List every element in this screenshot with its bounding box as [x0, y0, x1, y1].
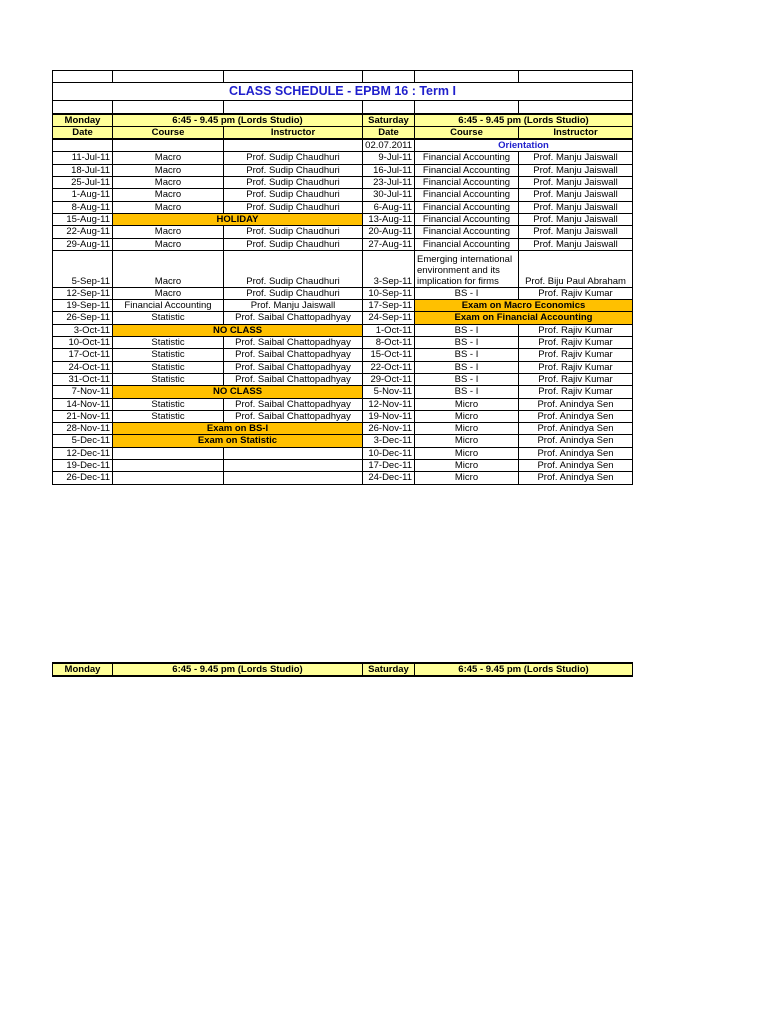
date-header-saturday: Date — [363, 126, 415, 139]
saturday-date-cell: 22-Oct-11 — [363, 361, 415, 373]
saturday-instructor-cell: Prof. Rajiv Kumar — [519, 386, 633, 398]
table-row — [53, 361, 633, 373]
saturday-date-cell: 29-Oct-11 — [363, 373, 415, 385]
bottom-time-left: 6:45 - 9.45 pm (Lords Studio) — [113, 663, 363, 676]
saturday-date-cell: 24-Dec-11 — [363, 472, 415, 484]
bottom-monday: Monday — [53, 663, 113, 676]
saturday-date-cell: 9-Jul-11 — [363, 152, 415, 164]
monday-date-cell: 3-Oct-11 — [53, 324, 113, 336]
monday-date-cell: 18-Jul-11 — [53, 164, 113, 176]
saturday-date-cell: 17-Dec-11 — [363, 460, 415, 472]
table-row — [53, 287, 633, 299]
monday-event-cell: NO CLASS — [113, 386, 363, 398]
monday-course-cell: Macro — [113, 238, 224, 250]
saturday-date-cell: 5-Nov-11 — [363, 386, 415, 398]
saturday-event-cell: Exam on Macro Economics — [415, 300, 633, 312]
monday-instructor-cell: Prof. Sudip Chaudhuri — [224, 152, 363, 164]
saturday-date-cell: 24-Sep-11 — [363, 312, 415, 324]
table-row — [53, 447, 633, 459]
saturday-instructor-cell: Prof. Anindya Sen — [519, 398, 633, 410]
saturday-course-cell: BS - I — [415, 337, 519, 349]
monday-instructor-cell: Prof. Saibal Chattopadhyay — [224, 337, 363, 349]
monday-course-cell: Financial Accounting — [113, 300, 224, 312]
saturday-date-cell: 30-Jul-11 — [363, 189, 415, 201]
monday-course-cell: Statistic — [113, 410, 224, 422]
saturday-date-cell: 3-Dec-11 — [363, 435, 415, 447]
date-header: Date — [53, 126, 113, 139]
table-row — [53, 398, 633, 410]
saturday-date-cell: 3-Sep-11 — [363, 250, 415, 287]
saturday-instructor-cell: Prof. Manju Jaiswall — [519, 213, 633, 225]
table-row — [53, 349, 633, 361]
monday-instructor-cell: Prof. Saibal Chattopadhyay — [224, 373, 363, 385]
monday-event-cell: Exam on Statistic — [113, 435, 363, 447]
schedule-table — [52, 70, 633, 485]
saturday-date-cell: 16-Jul-11 — [363, 164, 415, 176]
monday-date-cell: 12-Dec-11 — [53, 447, 113, 459]
saturday-course-cell: Micro — [415, 472, 519, 484]
saturday-instructor-cell: Prof. Anindya Sen — [519, 472, 633, 484]
table-row — [53, 238, 633, 250]
saturday-instructor-cell: Prof. Rajiv Kumar — [519, 373, 633, 385]
bottom-header-row — [53, 663, 633, 676]
saturday-instructor-cell: Prof. Rajiv Kumar — [519, 324, 633, 336]
monday-date-cell: 29-Aug-11 — [53, 238, 113, 250]
monday-course-cell: Statistic — [113, 349, 224, 361]
instructor-header: Instructor — [224, 126, 363, 139]
table-row — [53, 337, 633, 349]
monday-date-cell: 19-Sep-11 — [53, 300, 113, 312]
saturday-date-cell: 20-Aug-11 — [363, 226, 415, 238]
table-row — [53, 177, 633, 189]
monday-date-cell: 26-Dec-11 — [53, 472, 113, 484]
saturday-course-cell: Micro — [415, 410, 519, 422]
saturday-date-cell: 12-Nov-11 — [363, 398, 415, 410]
table-row — [53, 460, 633, 472]
saturday-instructor-cell: Prof. Manju Jaiswall — [519, 177, 633, 189]
saturday-course-cell: Financial Accounting — [415, 201, 519, 213]
saturday-course-cell: Micro — [415, 435, 519, 447]
monday-course-cell — [113, 472, 224, 484]
header-row-2 — [53, 126, 633, 139]
table-row — [53, 410, 633, 422]
bottom-header-bar — [52, 662, 633, 677]
monday-date-cell: 7-Nov-11 — [53, 386, 113, 398]
table-row — [53, 435, 633, 447]
monday-instructor-cell: Prof. Manju Jaiswall — [224, 300, 363, 312]
monday-date-cell: 17-Oct-11 — [53, 349, 113, 361]
saturday-date-cell: 6-Aug-11 — [363, 201, 415, 213]
saturday-instructor-cell: Prof. Manju Jaiswall — [519, 226, 633, 238]
monday-course-cell — [113, 460, 224, 472]
monday-date-cell: 24-Oct-11 — [53, 361, 113, 373]
saturday-instructor-cell: Prof. Manju Jaiswall — [519, 201, 633, 213]
saturday-instructor-cell: Prof. Rajiv Kumar — [519, 287, 633, 299]
monday-date-cell: 31-Oct-11 — [53, 373, 113, 385]
saturday-instructor-cell: Prof. Manju Jaiswall — [519, 152, 633, 164]
table-row — [53, 250, 633, 287]
monday-date-cell: 22-Aug-11 — [53, 226, 113, 238]
saturday-course-cell: Financial Accounting — [415, 226, 519, 238]
monday-header: Monday — [53, 114, 113, 127]
monday-instructor-cell: Prof. Saibal Chattopadhyay — [224, 410, 363, 422]
bottom-saturday: Saturday — [363, 663, 415, 676]
monday-instructor-cell: Prof. Sudip Chaudhuri — [224, 164, 363, 176]
monday-instructor-cell: Prof. Sudip Chaudhuri — [224, 201, 363, 213]
table-row — [53, 164, 633, 176]
course-header: Course — [113, 126, 224, 139]
saturday-course-cell: Financial Accounting — [415, 238, 519, 250]
saturday-date-cell: 1-Oct-11 — [363, 324, 415, 336]
monday-date-cell: 10-Oct-11 — [53, 337, 113, 349]
saturday-course-cell: Financial Accounting — [415, 189, 519, 201]
page-title: CLASS SCHEDULE - EPBM 16 : Term I — [53, 83, 633, 101]
monday-time-header: 6:45 - 9.45 pm (Lords Studio) — [113, 114, 363, 127]
saturday-course-cell: Financial Accounting — [415, 213, 519, 225]
saturday-date-cell: 15-Oct-11 — [363, 349, 415, 361]
saturday-date-cell: 23-Jul-11 — [363, 177, 415, 189]
saturday-date-cell: 8-Oct-11 — [363, 337, 415, 349]
monday-instructor-cell: Prof. Saibal Chattopadhyay — [224, 312, 363, 324]
table-row — [53, 472, 633, 484]
monday-event-cell: Exam on BS-I — [113, 423, 363, 435]
saturday-date-cell: 10-Dec-11 — [363, 447, 415, 459]
table-row — [53, 312, 633, 324]
saturday-instructor-cell: Prof. Anindya Sen — [519, 435, 633, 447]
saturday-course-cell: BS - I — [415, 324, 519, 336]
bottom-header-table — [52, 662, 633, 677]
monday-instructor-cell: Prof. Sudip Chaudhuri — [224, 287, 363, 299]
monday-date-cell: 12-Sep-11 — [53, 287, 113, 299]
saturday-instructor-cell: Prof. Biju Paul Abraham — [519, 250, 633, 287]
saturday-date-cell: 19-Nov-11 — [363, 410, 415, 422]
monday-course-cell: Macro — [113, 250, 224, 287]
saturday-instructor-cell: Prof. Rajiv Kumar — [519, 349, 633, 361]
saturday-course-cell: BS - I — [415, 361, 519, 373]
saturday-date-cell: 27-Aug-11 — [363, 238, 415, 250]
saturday-date-cell: 17-Sep-11 — [363, 300, 415, 312]
monday-instructor-cell: Prof. Sudip Chaudhuri — [224, 189, 363, 201]
monday-course-cell: Statistic — [113, 337, 224, 349]
table-row — [53, 201, 633, 213]
monday-instructor-cell — [224, 472, 363, 484]
saturday-instructor-cell: Prof. Manju Jaiswall — [519, 164, 633, 176]
monday-course-cell: Statistic — [113, 373, 224, 385]
monday-date-cell: 11-Jul-11 — [53, 152, 113, 164]
monday-course-cell: Statistic — [113, 398, 224, 410]
monday-date-cell: 15-Aug-11 — [53, 213, 113, 225]
monday-instructor-cell — [224, 460, 363, 472]
monday-course-cell: Statistic — [113, 361, 224, 373]
orientation-row — [53, 139, 633, 152]
table-row — [53, 189, 633, 201]
saturday-course-cell: BS - I — [415, 373, 519, 385]
table-row — [53, 226, 633, 238]
monday-course-cell: Macro — [113, 164, 224, 176]
saturday-header: Saturday — [363, 114, 415, 127]
monday-course-cell: Macro — [113, 287, 224, 299]
monday-course-cell: Macro — [113, 201, 224, 213]
saturday-course-cell: Financial Accounting — [415, 177, 519, 189]
monday-date-cell: 5-Dec-11 — [53, 435, 113, 447]
saturday-date-cell: 26-Nov-11 — [363, 423, 415, 435]
saturday-course-cell: Micro — [415, 398, 519, 410]
saturday-instructor-cell: Prof. Anindya Sen — [519, 447, 633, 459]
monday-instructor-cell — [224, 447, 363, 459]
monday-event-cell: HOLIDAY — [113, 213, 363, 225]
saturday-event-cell: Exam on Financial Accounting — [415, 312, 633, 324]
monday-date-cell: 26-Sep-11 — [53, 312, 113, 324]
monday-date-cell: 8-Aug-11 — [53, 201, 113, 213]
saturday-course-cell: Micro — [415, 423, 519, 435]
monday-course-cell — [113, 447, 224, 459]
saturday-instructor-cell: Prof. Rajiv Kumar — [519, 361, 633, 373]
monday-instructor-cell: Prof. Saibal Chattopadhyay — [224, 398, 363, 410]
monday-instructor-cell: Prof. Saibal Chattopadhyay — [224, 349, 363, 361]
monday-instructor-cell: Prof. Sudip Chaudhuri — [224, 250, 363, 287]
monday-date-cell: 5-Sep-11 — [53, 250, 113, 287]
table-row — [53, 423, 633, 435]
saturday-course-cell: Emerging international environment and its implication for firms — [415, 250, 519, 287]
saturday-course-cell: Financial Accounting — [415, 164, 519, 176]
monday-date-cell: 19-Dec-11 — [53, 460, 113, 472]
blank-row — [53, 101, 633, 114]
monday-event-cell: NO CLASS — [113, 324, 363, 336]
title-row — [53, 83, 633, 101]
saturday-date-cell: 13-Aug-11 — [363, 213, 415, 225]
table-row — [53, 373, 633, 385]
table-row — [53, 386, 633, 398]
monday-course-cell: Macro — [113, 226, 224, 238]
table-row — [53, 152, 633, 164]
table-row — [53, 213, 633, 225]
course-header-saturday: Course — [415, 126, 519, 139]
monday-date-cell: 25-Jul-11 — [53, 177, 113, 189]
blank-row — [53, 71, 633, 83]
monday-course-cell: Statistic — [113, 312, 224, 324]
monday-course-cell: Macro — [113, 177, 224, 189]
monday-date-cell: 1-Aug-11 — [53, 189, 113, 201]
saturday-time-header: 6:45 - 9.45 pm (Lords Studio) — [415, 114, 633, 127]
monday-course-cell: Macro — [113, 152, 224, 164]
saturday-instructor-cell: Prof. Manju Jaiswall — [519, 189, 633, 201]
orientation-date: 02.07.2011 — [363, 139, 415, 152]
saturday-course-cell: Micro — [415, 460, 519, 472]
monday-instructor-cell: Prof. Saibal Chattopadhyay — [224, 361, 363, 373]
saturday-course-cell: BS - I — [415, 386, 519, 398]
saturday-date-cell: 10-Sep-11 — [363, 287, 415, 299]
monday-instructor-cell: Prof. Sudip Chaudhuri — [224, 226, 363, 238]
monday-instructor-cell: Prof. Sudip Chaudhuri — [224, 238, 363, 250]
schedule-sheet — [52, 70, 633, 485]
header-row-1 — [53, 114, 633, 127]
saturday-course-cell: BS - I — [415, 349, 519, 361]
schedule-body — [53, 71, 633, 485]
saturday-instructor-cell: Prof. Rajiv Kumar — [519, 337, 633, 349]
orientation-label: Orientation — [415, 139, 633, 152]
table-row — [53, 300, 633, 312]
monday-instructor-cell: Prof. Sudip Chaudhuri — [224, 177, 363, 189]
bottom-time-right: 6:45 - 9.45 pm (Lords Studio) — [415, 663, 633, 676]
saturday-course-cell: Financial Accounting — [415, 152, 519, 164]
monday-date-cell: 14-Nov-11 — [53, 398, 113, 410]
monday-date-cell: 28-Nov-11 — [53, 423, 113, 435]
saturday-instructor-cell: Prof. Manju Jaiswall — [519, 238, 633, 250]
saturday-course-cell: BS - I — [415, 287, 519, 299]
saturday-course-cell: Micro — [415, 447, 519, 459]
saturday-instructor-cell: Prof. Anindya Sen — [519, 460, 633, 472]
saturday-instructor-cell: Prof. Anindya Sen — [519, 423, 633, 435]
table-row — [53, 324, 633, 336]
monday-course-cell: Macro — [113, 189, 224, 201]
monday-date-cell: 21-Nov-11 — [53, 410, 113, 422]
saturday-instructor-cell: Prof. Anindya Sen — [519, 410, 633, 422]
instructor-header-saturday: Instructor — [519, 126, 633, 139]
